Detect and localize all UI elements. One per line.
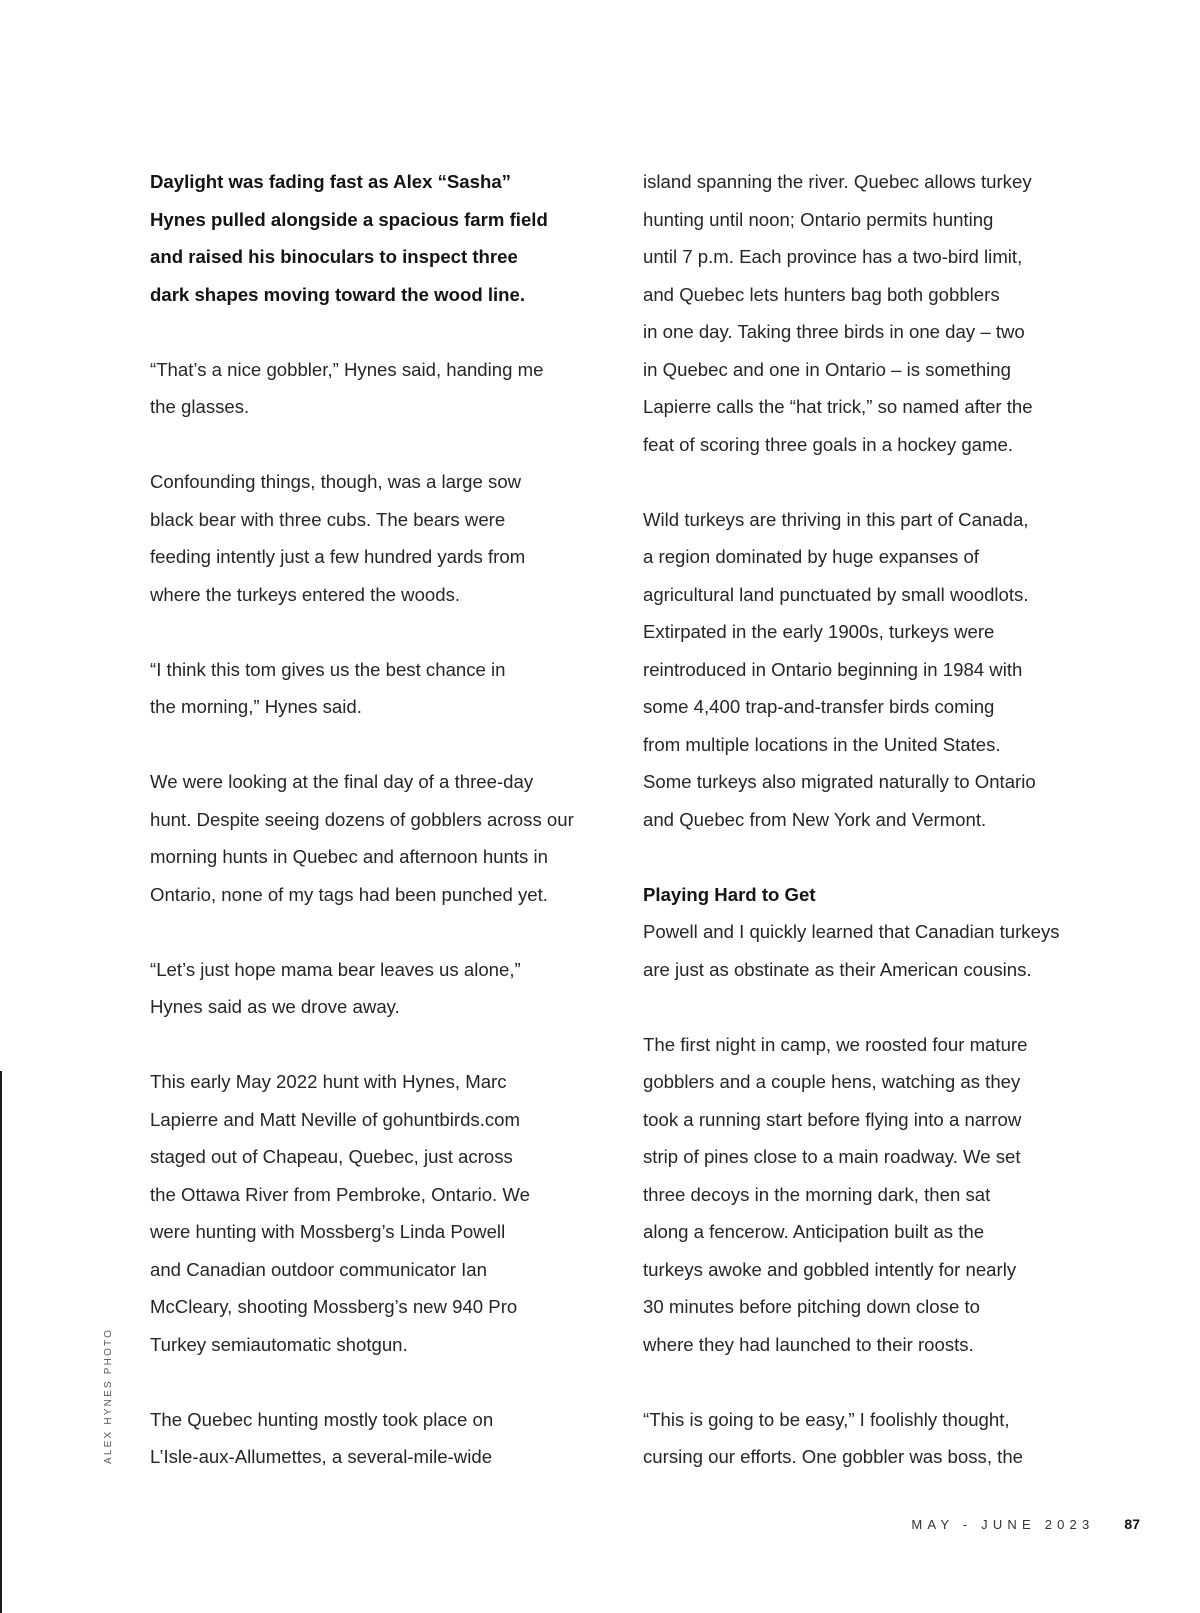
text-line: staged out of Chapeau, Quebec, just across	[150, 1146, 513, 1167]
text-line: feeding intently just a few hundred yards from	[150, 546, 526, 567]
body-paragraph	[150, 463, 610, 613]
text-line: in Quebec and one in Ontario – is something	[643, 358, 1011, 380]
text-line: feat of scoring three goals in a hockey game.	[643, 433, 1014, 455]
text-line: and Quebec lets hunters bag both gobblers	[643, 283, 1000, 305]
text-line: the morning,” Hynes said.	[150, 696, 362, 717]
text-line: morning hunts in Quebec and afternoon hunts in	[150, 846, 548, 867]
text-line: Lapierre calls the “hat trick,” so named after the	[643, 396, 1033, 417]
text-line: in one day. Taking three birds in one day – two	[643, 321, 1025, 342]
text-line: Wild turkeys are thriving in this part of Canada,	[643, 508, 1029, 530]
body-paragraph	[150, 1401, 610, 1476]
text-line: Turkey semiautomatic shotgun.	[150, 1333, 408, 1355]
text-line: reintroduced in Ontario beginning in 1984 with	[643, 658, 1023, 680]
text-line: were hunting with Mossberg’s Linda Powell	[150, 1221, 506, 1242]
text-line: Hynes said as we drove away.	[150, 996, 400, 1017]
article-column-right	[643, 163, 1098, 1513]
page-edge-bar	[0, 1071, 2, 1613]
text-line: and Canadian outdoor communicator Ian	[150, 1258, 487, 1280]
text-line: some 4,400 trap-and-transfer birds coming	[643, 696, 995, 717]
article-column-left	[150, 163, 610, 1513]
text-line: where the turkeys entered the woods.	[150, 583, 461, 605]
body-paragraph	[150, 1063, 610, 1363]
text-line: and Quebec from New York and Vermont.	[643, 808, 987, 830]
text-line: McCleary, shooting Mossberg’s new 940 Pro	[150, 1296, 518, 1317]
text-line: hunt. Despite seeing dozens of gobblers across our	[150, 808, 574, 830]
body-paragraph	[643, 913, 1098, 988]
text-line: along a fencerow. Anticipation built as the	[643, 1221, 985, 1242]
text-line: are just as obstinate as their American cousins.	[643, 958, 1032, 980]
text-line: from multiple locations in the United States.	[643, 733, 1001, 755]
text-line: agricultural land punctuated by small woodlots.	[643, 583, 1029, 605]
body-paragraph	[150, 951, 610, 1026]
section-subhead: Playing Hard to Get	[643, 883, 816, 905]
body-paragraph	[643, 1401, 1098, 1476]
text-line: Extirpated in the early 1900s, turkeys were	[643, 621, 995, 642]
body-paragraph	[643, 501, 1098, 839]
text-line: Powell and I quickly learned that Canadian turkeys	[643, 921, 1060, 942]
page-number: 87	[1124, 1516, 1140, 1532]
text-line: Confounding things, though, was a large sow	[150, 471, 522, 492]
text-line: the glasses.	[150, 396, 250, 417]
body-paragraph	[643, 163, 1098, 463]
text-line: Lapierre and Matt Neville of gohuntbirds.com	[150, 1108, 521, 1130]
lead-paragraph	[150, 163, 610, 313]
text-line: The Quebec hunting mostly took place on	[150, 1408, 494, 1430]
body-paragraph	[150, 763, 610, 913]
text-line: 30 minutes before pitching down close to	[643, 1296, 980, 1317]
text-line: the Ottawa River from Pembroke, Ontario. We	[150, 1183, 530, 1205]
text-line: three decoys in the morning dark, then sat	[643, 1183, 991, 1205]
text-line: and raised his binoculars to inspect three	[150, 246, 518, 267]
text-line: dark shapes moving toward the wood line.	[150, 283, 526, 305]
text-line: Some turkeys also migrated naturally to Ontario	[643, 771, 1036, 792]
body-paragraph	[643, 1026, 1098, 1364]
text-line: L’Isle-aux-Allumettes, a several-mile-wide	[150, 1446, 493, 1467]
text-line: strip of pines close to a main roadway. We set	[643, 1146, 1021, 1167]
text-line: took a running start before flying into a narrow	[643, 1108, 1022, 1130]
text-line: black bear with three cubs. The bears were	[150, 508, 506, 530]
text-line: Daylight was fading fast as Alex “Sasha”	[150, 171, 511, 192]
text-line: “This is going to be easy,” I foolishly thought,	[643, 1408, 1010, 1430]
text-line: “That’s a nice gobbler,” Hynes said, handing me	[150, 358, 544, 380]
text-line: “Let’s just hope mama bear leaves us alone,”	[150, 958, 521, 980]
text-line: gobblers and a couple hens, watching as they	[643, 1071, 1021, 1092]
page-footer	[911, 1516, 1140, 1532]
text-line: hunting until noon; Ontario permits hunting	[643, 208, 994, 230]
text-line: cursing our efforts. One gobbler was boss, the	[643, 1446, 1024, 1467]
text-line: until 7 p.m. Each province has a two-bird limit,	[643, 246, 1023, 267]
text-line: We were looking at the final day of a three-day	[150, 771, 534, 792]
text-line: This early May 2022 hunt with Hynes, Marc	[150, 1071, 507, 1092]
text-line: Ontario, none of my tags had been punched yet.	[150, 883, 548, 905]
text-line: turkeys awoke and gobbled intently for nearly	[643, 1258, 1017, 1280]
issue-date: MAY - JUNE 2023	[911, 1517, 1095, 1532]
text-line: where they had launched to their roosts.	[643, 1333, 974, 1355]
text-line: The first night in camp, we roosted four mature	[643, 1033, 1028, 1055]
text-line: island spanning the river. Quebec allows turkey	[643, 171, 1032, 192]
text-line: “I think this tom gives us the best chance in	[150, 658, 506, 680]
text-line: a region dominated by huge expanses of	[643, 546, 979, 567]
body-paragraph	[150, 351, 610, 426]
photo-credit: ALEX HYNES PHOTO	[103, 1327, 114, 1464]
text-line: Hynes pulled alongside a spacious farm field	[150, 208, 548, 230]
body-paragraph	[150, 651, 610, 726]
